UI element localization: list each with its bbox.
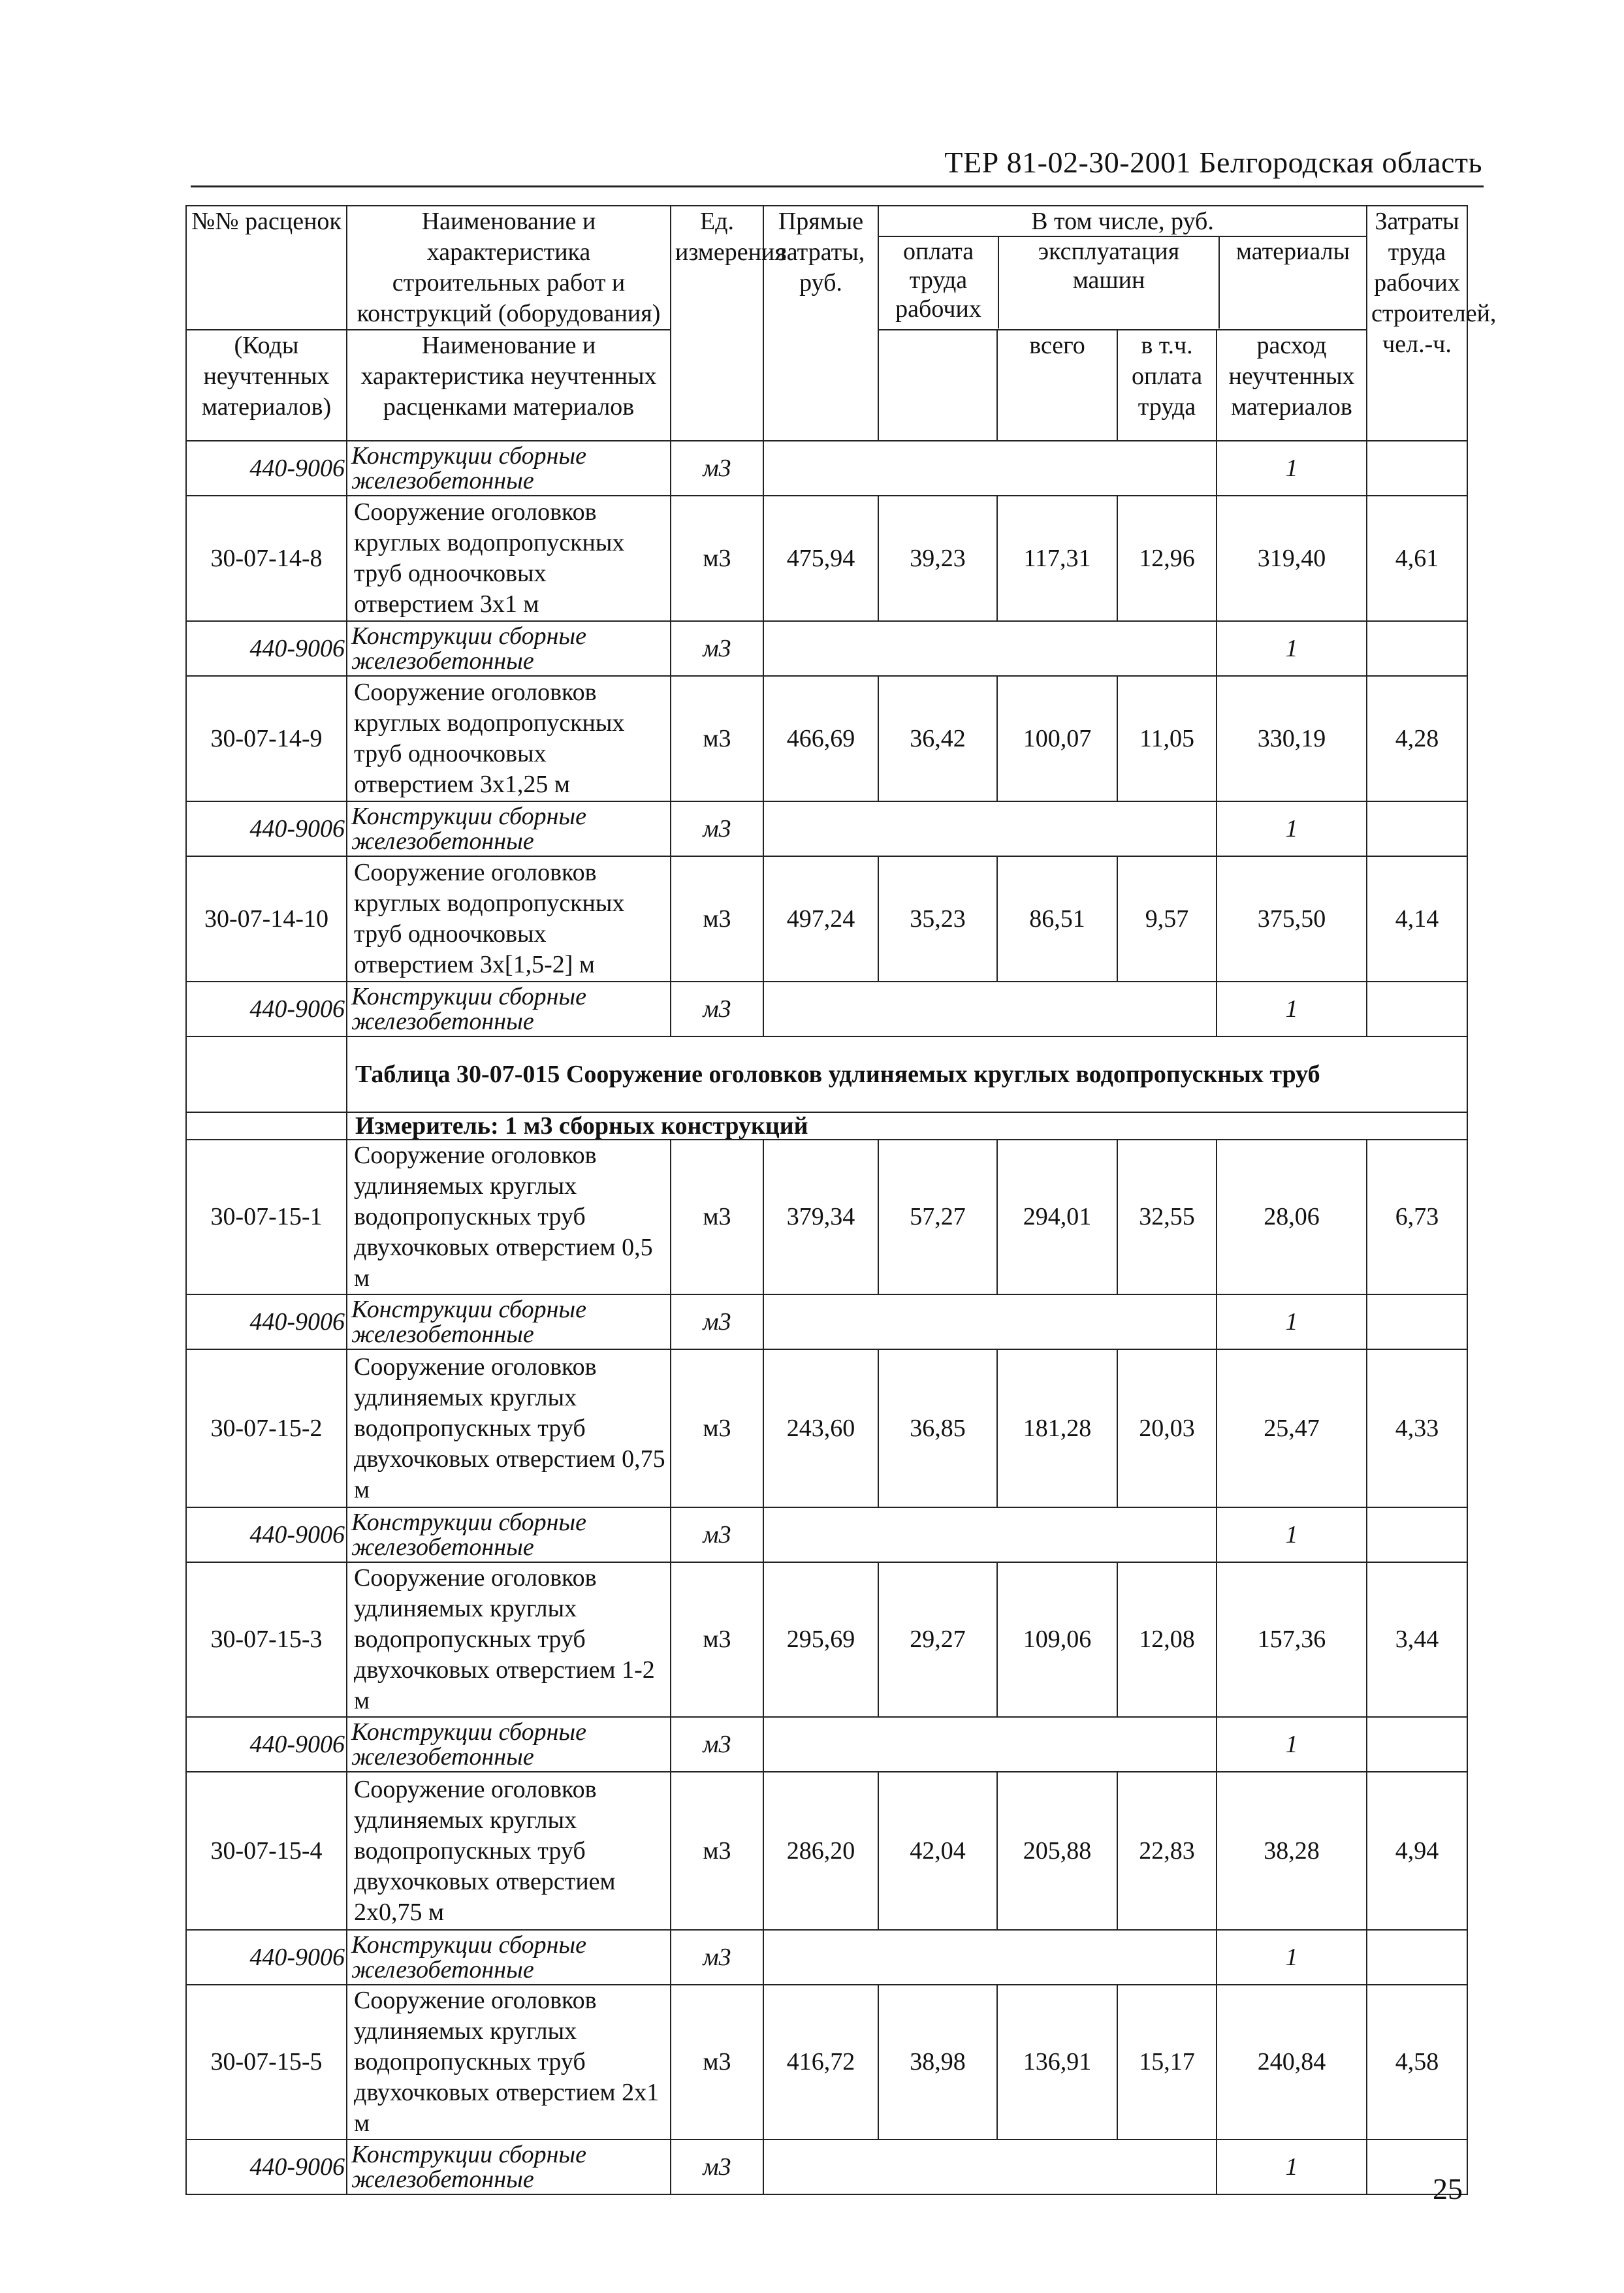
sub-mach-pay-header: в т.ч. оплата труда <box>1117 330 1217 441</box>
material-qty: 1 <box>1217 1507 1367 1562</box>
material-code: 440-9006 <box>186 1294 347 1349</box>
material-row <box>186 441 1467 496</box>
sub-code-header: (Коды неучтенных материалов) <box>186 330 347 441</box>
labor-pay: 57,27 <box>878 1140 997 1294</box>
direct-cost: 379,34 <box>763 1140 878 1294</box>
material-row <box>186 1717 1467 1772</box>
labor-hours: 4,94 <box>1367 1772 1467 1930</box>
table-row <box>186 856 1467 982</box>
direct-cost: 466,69 <box>763 676 878 801</box>
labor-pay: 38,98 <box>878 1985 997 2140</box>
table-title-left-cell <box>186 1036 347 1112</box>
work-name: Сооружение оголовков удлиняемых круглых водопропускных труб двухочковых отверстием 0,5 м <box>347 1140 671 1294</box>
material-code: 440-9006 <box>186 441 347 496</box>
material-qty: 1 <box>1217 1930 1367 1985</box>
table-title: Таблица 30-07-015 Сооружение оголовков удлиняемых круглых водопропускных труб <box>347 1036 1467 1112</box>
table-row <box>186 1140 1467 1294</box>
material-row <box>186 621 1467 676</box>
machines-total: 205,88 <box>997 1772 1117 1930</box>
unit-value: м3 <box>671 1140 763 1294</box>
machines-total: 136,91 <box>997 1985 1117 2140</box>
machines-pay: 22,83 <box>1117 1772 1217 1930</box>
material-name: Конструкции сборные железобетонные <box>347 1717 671 1772</box>
material-name: Конструкции сборные железобетонные <box>347 801 671 856</box>
col-direct-header: Прямые затраты, руб. <box>763 206 878 441</box>
table-measure-row <box>186 1112 1467 1140</box>
labor-hours: 4,14 <box>1367 856 1467 982</box>
table-row <box>186 1772 1467 1930</box>
col-labor-hours-header: Затраты труда рабочих строителей, чел.-ч. <box>1367 206 1467 441</box>
col-code-header: №№ расценок <box>186 206 347 330</box>
materials-cost: 25,47 <box>1217 1349 1367 1507</box>
material-empty-last <box>1367 1930 1467 1985</box>
page-number: 25 <box>1433 2172 1463 2205</box>
header-rule <box>191 185 1484 187</box>
material-qty: 1 <box>1217 801 1367 856</box>
material-code: 440-9006 <box>186 1507 347 1562</box>
table-row <box>186 1985 1467 2140</box>
material-empty <box>763 982 1217 1036</box>
labor-hours: 4,58 <box>1367 1985 1467 2140</box>
labor-hours: 6,73 <box>1367 1140 1467 1294</box>
work-name: Сооружение оголовков удлиняемых круглых водопропускных труб двухочковых отверстием 1-2 м <box>347 1562 671 1717</box>
direct-cost: 416,72 <box>763 1985 878 2140</box>
rate-code: 30-07-15-4 <box>186 1772 347 1930</box>
material-code: 440-9006 <box>186 1717 347 1772</box>
material-unit: м3 <box>671 982 763 1036</box>
rate-code: 30-07-15-3 <box>186 1562 347 1717</box>
material-name: Конструкции сборные железобетонные <box>347 1930 671 1985</box>
work-name: Сооружение оголовков удлиняемых круглых водопропускных труб двухочковых отверстием 2x1 м <box>347 1985 671 2140</box>
unit-value: м3 <box>671 1772 763 1930</box>
material-empty-last <box>1367 801 1467 856</box>
material-qty: 1 <box>1217 621 1367 676</box>
unit-value: м3 <box>671 676 763 801</box>
material-qty: 1 <box>1217 982 1367 1036</box>
col-labor-pay-header: оплата труда рабочих <box>879 237 999 329</box>
col-incl-group <box>878 206 1367 330</box>
sub-empty-cell <box>878 330 997 441</box>
rate-code: 30-07-15-5 <box>186 1985 347 2140</box>
direct-cost: 295,69 <box>763 1562 878 1717</box>
material-row <box>186 801 1467 856</box>
materials-cost: 38,28 <box>1217 1772 1367 1930</box>
machines-pay: 15,17 <box>1117 1985 1217 2140</box>
material-row <box>186 2140 1467 2194</box>
unit-value: м3 <box>671 1349 763 1507</box>
machines-pay: 32,55 <box>1117 1140 1217 1294</box>
page-header: ТЕР 81-02-30-2001 Белгородская область <box>944 146 1482 179</box>
material-row <box>186 1930 1467 1985</box>
labor-pay: 42,04 <box>878 1772 997 1930</box>
materials-cost: 28,06 <box>1217 1140 1367 1294</box>
material-empty <box>763 2140 1217 2194</box>
materials-cost: 375,50 <box>1217 856 1367 982</box>
material-name: Конструкции сборные железобетонные <box>347 982 671 1036</box>
sub-name-header: Наименование и характеристика неучтенных расценками материалов <box>347 330 671 441</box>
material-code: 440-9006 <box>186 2140 347 2194</box>
machines-total: 181,28 <box>997 1349 1117 1507</box>
material-qty: 1 <box>1217 1294 1367 1349</box>
labor-pay: 36,85 <box>878 1349 997 1507</box>
rate-code: 30-07-14-9 <box>186 676 347 801</box>
material-empty <box>763 801 1217 856</box>
material-row <box>186 1507 1467 1562</box>
direct-cost: 475,94 <box>763 496 878 621</box>
machines-pay: 12,96 <box>1117 496 1217 621</box>
material-empty-last <box>1367 982 1467 1036</box>
table-title-row <box>186 1036 1467 1112</box>
labor-hours: 3,44 <box>1367 1562 1467 1717</box>
table-row <box>186 676 1467 801</box>
material-name: Конструкции сборные железобетонные <box>347 1507 671 1562</box>
material-empty <box>763 1930 1217 1985</box>
table-measure: Измеритель: 1 м3 сборных конструкций <box>347 1112 1467 1140</box>
rate-code: 30-07-15-2 <box>186 1349 347 1507</box>
labor-pay: 39,23 <box>878 496 997 621</box>
machines-total: 109,06 <box>997 1562 1117 1717</box>
machines-pay: 9,57 <box>1117 856 1217 982</box>
material-unit: м3 <box>671 1294 763 1349</box>
material-code: 440-9006 <box>186 801 347 856</box>
labor-hours: 4,61 <box>1367 496 1467 621</box>
material-unit: м3 <box>671 1930 763 1985</box>
material-empty <box>763 1294 1217 1349</box>
table-body <box>186 206 1497 2194</box>
sub-mach-total-header: всего <box>997 330 1117 441</box>
material-code: 440-9006 <box>186 1930 347 1985</box>
col-incl-header: В том числе, руб. <box>879 207 1366 237</box>
material-empty <box>763 441 1217 496</box>
material-unit: м3 <box>671 2140 763 2194</box>
material-empty-last <box>1367 1294 1467 1349</box>
rates-table <box>185 205 1497 2195</box>
material-name: Конструкции сборные железобетонные <box>347 1294 671 1349</box>
material-row <box>186 1294 1467 1349</box>
material-empty <box>763 1717 1217 1772</box>
rate-code: 30-07-14-8 <box>186 496 347 621</box>
labor-hours: 4,33 <box>1367 1349 1467 1507</box>
table-row <box>186 496 1467 621</box>
material-unit: м3 <box>671 621 763 676</box>
col-machines-header: эксплуатация машин <box>999 237 1220 329</box>
material-qty: 1 <box>1217 1717 1367 1772</box>
materials-cost: 240,84 <box>1217 1985 1367 2140</box>
machines-pay: 20,03 <box>1117 1349 1217 1507</box>
table-row <box>186 1349 1467 1507</box>
material-code: 440-9006 <box>186 621 347 676</box>
labor-pay: 36,42 <box>878 676 997 801</box>
direct-cost: 243,60 <box>763 1349 878 1507</box>
col-incl-subheaders <box>879 237 1366 329</box>
machines-total: 294,01 <box>997 1140 1117 1294</box>
material-code: 440-9006 <box>186 982 347 1036</box>
material-unit: м3 <box>671 801 763 856</box>
material-name: Конструкции сборные железобетонные <box>347 621 671 676</box>
material-name: Конструкции сборные железобетонные <box>347 2140 671 2194</box>
work-name: Сооружение оголовков круглых водопропускных труб одноочковых отверстием 3x1,25 м <box>347 676 671 801</box>
labor-pay: 29,27 <box>878 1562 997 1717</box>
machines-total: 86,51 <box>997 856 1117 982</box>
material-unit: м3 <box>671 441 763 496</box>
work-name: Сооружение оголовков удлиняемых круглых водопропускных труб двухочковых отверстием 0,75 м <box>347 1349 671 1507</box>
sub-mat-use-header: расход неучтенных материалов <box>1217 330 1367 441</box>
table-measure-left-cell <box>186 1112 347 1140</box>
material-empty-last <box>1367 441 1467 496</box>
material-empty <box>763 621 1217 676</box>
header-row-1 <box>186 206 1467 330</box>
work-name: Сооружение оголовков круглых водопропускных труб одноочковых отверстием 3x1 м <box>347 496 671 621</box>
machines-total: 100,07 <box>997 676 1117 801</box>
unit-value: м3 <box>671 1985 763 2140</box>
unit-value: м3 <box>671 1562 763 1717</box>
machines-pay: 11,05 <box>1117 676 1217 801</box>
rate-code: 30-07-14-10 <box>186 856 347 982</box>
table-row <box>186 1562 1467 1717</box>
material-unit: м3 <box>671 1507 763 1562</box>
material-empty-last <box>1367 1507 1467 1562</box>
rate-code: 30-07-15-1 <box>186 1140 347 1294</box>
direct-cost: 286,20 <box>763 1772 878 1930</box>
col-materials-header: материалы <box>1235 238 1350 265</box>
machines-pay: 12,08 <box>1117 1562 1217 1717</box>
material-unit: м3 <box>671 1717 763 1772</box>
col-name-header: Наименование и характеристика строительных работ и конструкций (оборудования) <box>347 206 671 330</box>
work-name: Сооружение оголовков круглых водопропускных труб одноочковых отверстием 3x[1,5-2] м <box>347 856 671 982</box>
unit-value: м3 <box>671 496 763 621</box>
direct-cost: 497,24 <box>763 856 878 982</box>
machines-total: 117,31 <box>997 496 1117 621</box>
material-qty: 1 <box>1217 2140 1367 2194</box>
materials-cost: 319,40 <box>1217 496 1367 621</box>
materials-cost: 330,19 <box>1217 676 1367 801</box>
material-row <box>186 982 1467 1036</box>
material-name: Конструкции сборные железобетонные <box>347 441 671 496</box>
material-qty: 1 <box>1217 441 1367 496</box>
material-empty-last <box>1367 621 1467 676</box>
material-empty-last <box>1367 1717 1467 1772</box>
material-empty <box>763 1507 1217 1562</box>
unit-value: м3 <box>671 856 763 982</box>
labor-pay: 35,23 <box>878 856 997 982</box>
work-name: Сооружение оголовков удлиняемых круглых водопропускных труб двухочковых отверстием 2x0,75 м <box>347 1772 671 1930</box>
col-unit-header: Ед. измерения <box>671 206 763 441</box>
labor-hours: 4,28 <box>1367 676 1467 801</box>
materials-cost: 157,36 <box>1217 1562 1367 1717</box>
